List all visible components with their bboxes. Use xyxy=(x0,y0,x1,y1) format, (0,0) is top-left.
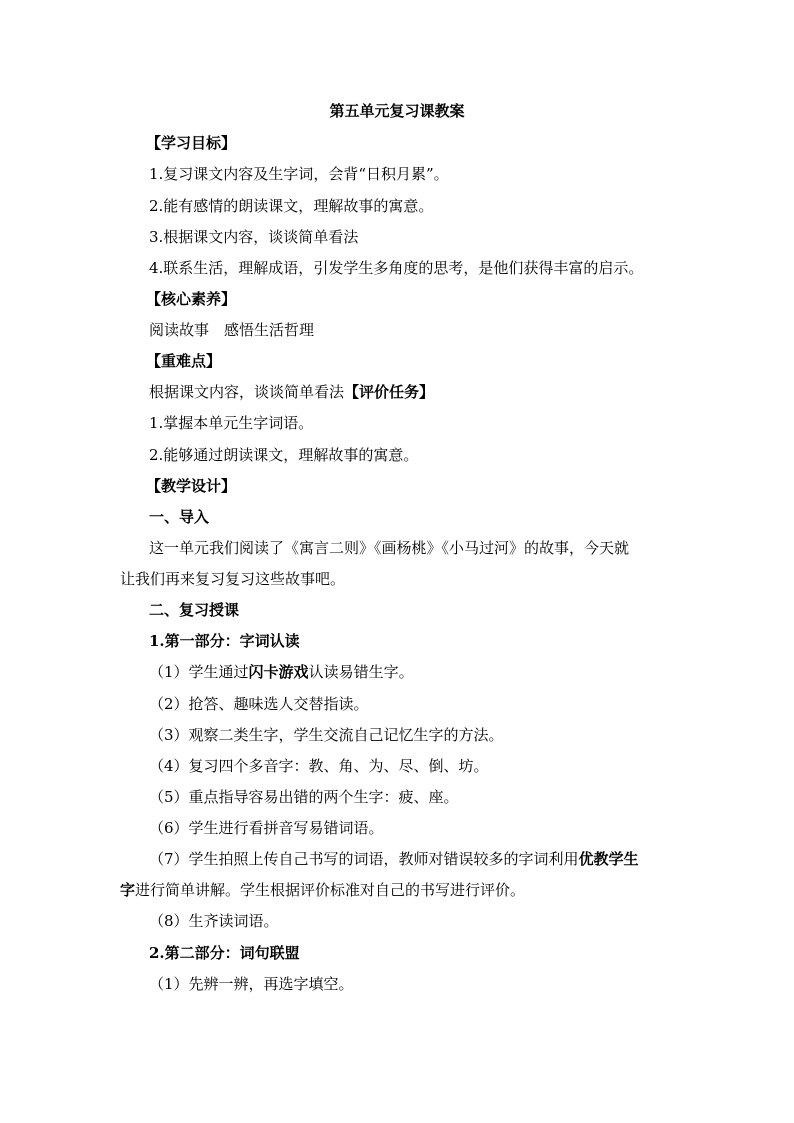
key-text: 根据课文内容，谈谈简单看法 xyxy=(149,383,345,401)
part1-item: （7）学生拍照上传自己书写的词语，教师对错误较多的字词利用优教学生 xyxy=(149,850,639,868)
goals-heading: 【学习目标】 xyxy=(146,134,237,152)
part1-item: （1）学生通过闪卡游戏认读易错生字。 xyxy=(149,663,414,681)
part2-heading: 2.第二部分：词句联盟 xyxy=(149,944,300,962)
key-line xyxy=(149,382,434,402)
review-heading: 二、复习授课 xyxy=(149,601,240,619)
goal-item: 3.根据课文内容，谈谈简单看法 xyxy=(149,228,359,246)
part1-item-continued: 字进行简单讲解。学生根据评价标准对自己的书写进行评价。 xyxy=(120,881,526,899)
literacy-text: 阅读故事 感悟生活哲理 xyxy=(149,321,315,339)
youjiao-text: 优教学生 xyxy=(578,850,639,868)
intro-paragraph-line: 这一单元我们阅读了《寓言二则》《画杨桃》《小马过河》的故事，今天就 xyxy=(149,539,630,557)
flashcard-game-text: 闪卡游戏 xyxy=(248,663,309,681)
part1-item: （3）观察二类生字，学生交流自己记忆生字的方法。 xyxy=(149,726,504,744)
intro-heading: 一、导入 xyxy=(149,508,210,526)
part1-item: （5）重点指导容易出错的两个生字：疲、座。 xyxy=(149,788,459,806)
goal-item: 1.复习课文内容及生字词，会背“日积月累”。 xyxy=(149,165,449,183)
literacy-heading: 【核心素养】 xyxy=(146,290,237,308)
document-title: 第五单元复习课教案 xyxy=(329,102,465,120)
part2-item: （1）先辨一辨，再选字填空。 xyxy=(149,975,354,993)
eval-heading: 【评价任务】 xyxy=(344,383,435,401)
key-heading: 【重难点】 xyxy=(146,352,222,370)
eval-item: 2.能够通过朗读课文，理解故事的寓意。 xyxy=(149,446,419,464)
goal-item: 2.能有感情的朗读课文，理解故事的寓意。 xyxy=(149,197,434,215)
intro-paragraph-line: 让我们再来复习复习这些故事吧。 xyxy=(120,570,346,588)
part1-item: （2）抢答、趣味选人交替指读。 xyxy=(149,695,369,713)
part1-heading: 1.第一部分：字词认读 xyxy=(149,632,300,650)
part1-item: （4）复习四个多音字：教、角、为、尽、倒、坊。 xyxy=(149,757,489,775)
part1-item: （8）生齐读词语。 xyxy=(149,912,279,930)
eval-item: 1.掌握本单元生字词语。 xyxy=(149,414,314,432)
design-heading: 【教学设计】 xyxy=(146,477,237,495)
part1-item: （6）学生进行看拼音写易错词语。 xyxy=(149,819,384,837)
goal-item: 4.联系生活，理解成语，引发学生多角度的思考，是他们获得丰富的启示。 xyxy=(149,259,644,277)
